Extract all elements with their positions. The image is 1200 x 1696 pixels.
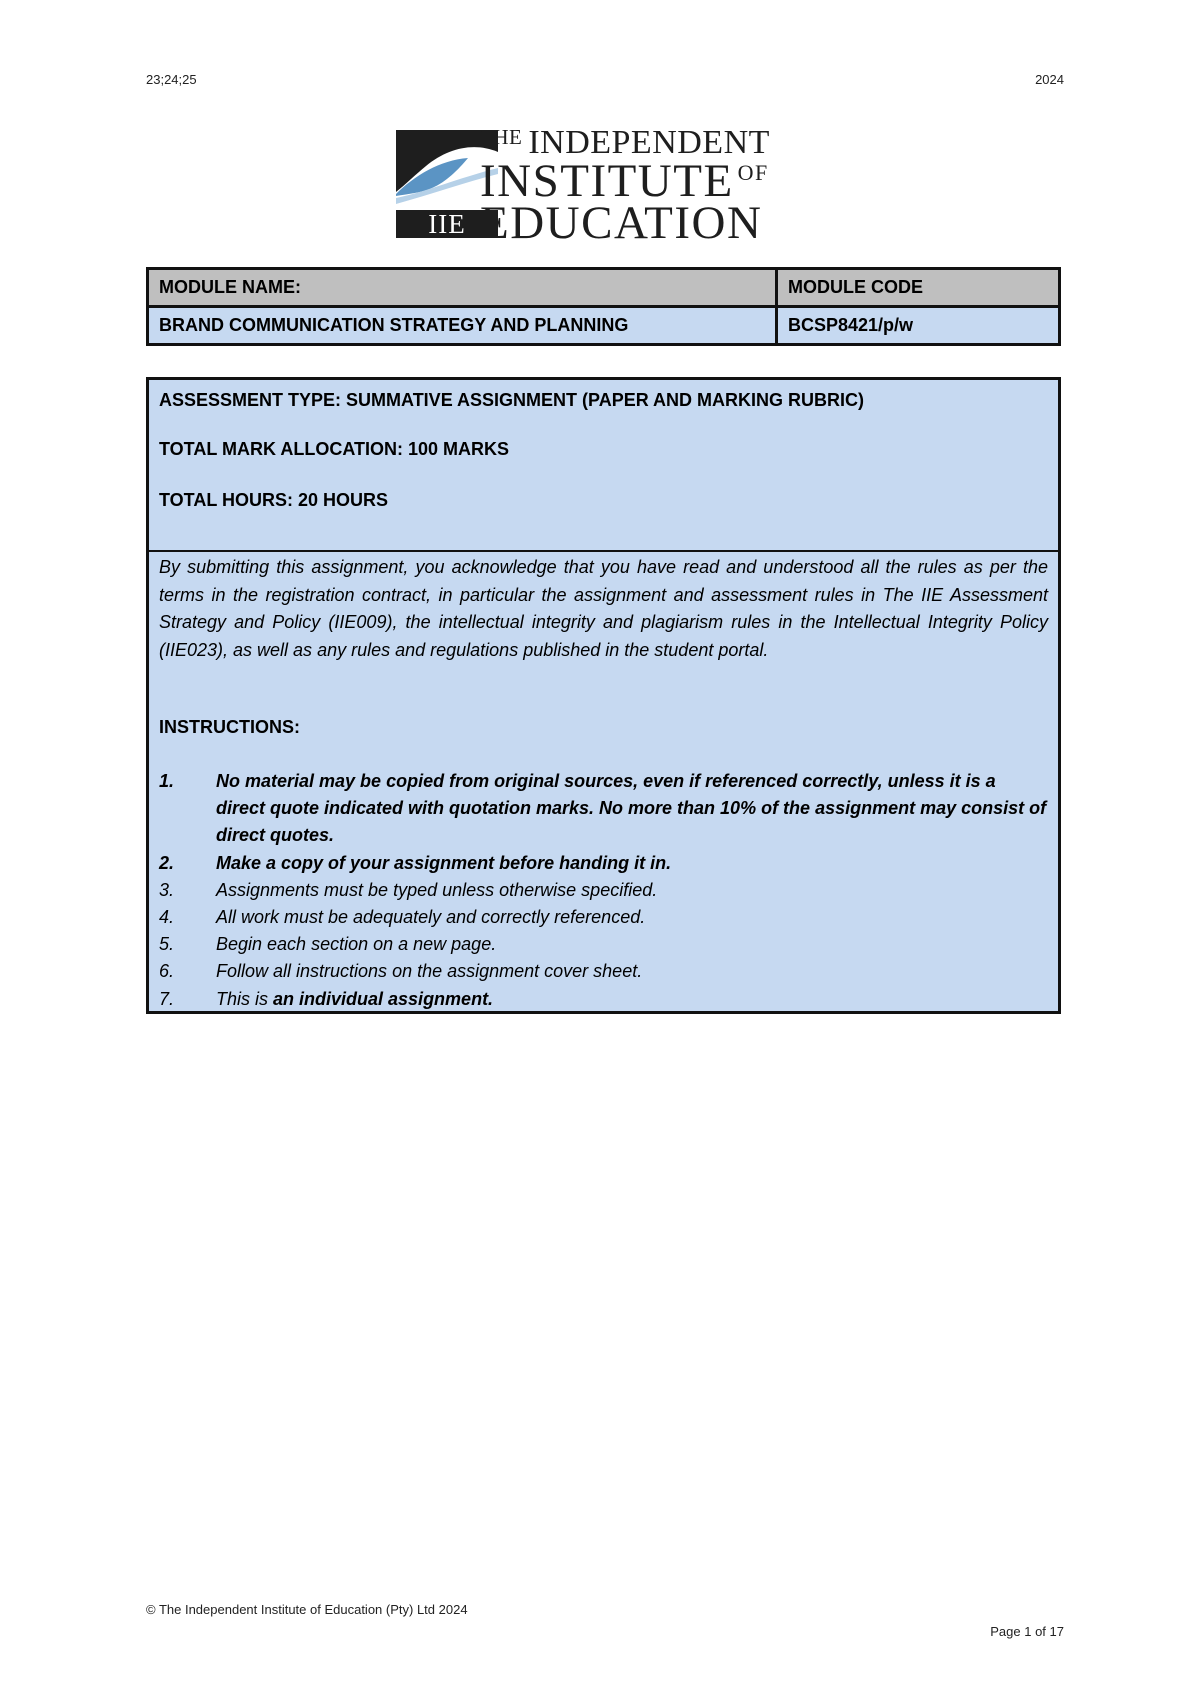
instruction-item: 2. Make a copy of your assignment before handing it in. xyxy=(159,852,672,873)
module-table xyxy=(146,267,1061,346)
instruction-item: 7. This is an individual assignment. xyxy=(159,988,494,1009)
assessment-summary xyxy=(149,380,1058,552)
page-number: Page 1 of 17 xyxy=(990,1624,1064,1639)
footer-copyright: © The Independent Institute of Education (Pty) Ltd 2024 xyxy=(146,1602,468,1617)
logo-the: THE xyxy=(480,125,523,149)
logo-line2: INSTITUTE xyxy=(480,155,734,207)
instruction-item: 3. Assignments must be typed unless otherwise specified. xyxy=(159,879,658,900)
assessment-type: ASSESSMENT TYPE: SUMMATIVE ASSIGNMENT (PAPER AND MARKING RUBRIC) xyxy=(159,390,865,410)
instruction-item: 1. No material may be copied from original sources, even if referenced correctly, unless it is a direct quote indicated with quotation marks. No more than 10% of the assignment may consist of direct quotes. xyxy=(159,771,1047,846)
instructions-title: INSTRUCTIONS: xyxy=(159,717,300,737)
module-code-value: BCSP8421/p/w xyxy=(777,307,1060,345)
iie-logo xyxy=(396,124,816,249)
header-year: 2024 xyxy=(1035,72,1064,87)
module-table-value-row xyxy=(148,307,1060,345)
module-name-value: BRAND COMMUNICATION STRATEGY AND PLANNING xyxy=(148,307,777,345)
instruction-item: 5. Begin each section on a new page. xyxy=(159,934,497,955)
total-hours: TOTAL HOURS: 20 HOURS xyxy=(159,490,389,510)
instruction-item: 6. Follow all instructions on the assignment cover sheet. xyxy=(159,961,643,982)
module-code-label: MODULE CODE xyxy=(777,269,1060,307)
submission-notice: By submitting this assignment, you acknowledge that you have read and understood all the rules as per the terms in the registration contract, in particular the assignment and assessment rules in The IIE Assessment Strategy and Policy (IIE009), the intellectual integrity and plagiarism rules in the Intellectual Integrity Policy (IIE023), as well as any rules and regulations published in the student portal. xyxy=(159,557,1048,660)
header-left-text: 23;24;25 xyxy=(146,72,197,87)
module-name-label: MODULE NAME: xyxy=(148,269,777,307)
logo-line1: INDEPENDENT xyxy=(528,124,770,161)
module-table-header-row xyxy=(148,269,1060,307)
instructions-list xyxy=(159,768,1048,1013)
logo-monogram: IIE xyxy=(428,209,466,238)
instruction-item: 4. All work must be adequately and correctly referenced. xyxy=(159,907,646,928)
logo-line3: EDUCATION xyxy=(480,197,763,249)
assessment-box xyxy=(146,377,1061,1014)
total-mark-allocation: TOTAL MARK ALLOCATION: 100 MARKS xyxy=(159,439,509,459)
logo-of: OF xyxy=(737,160,769,185)
